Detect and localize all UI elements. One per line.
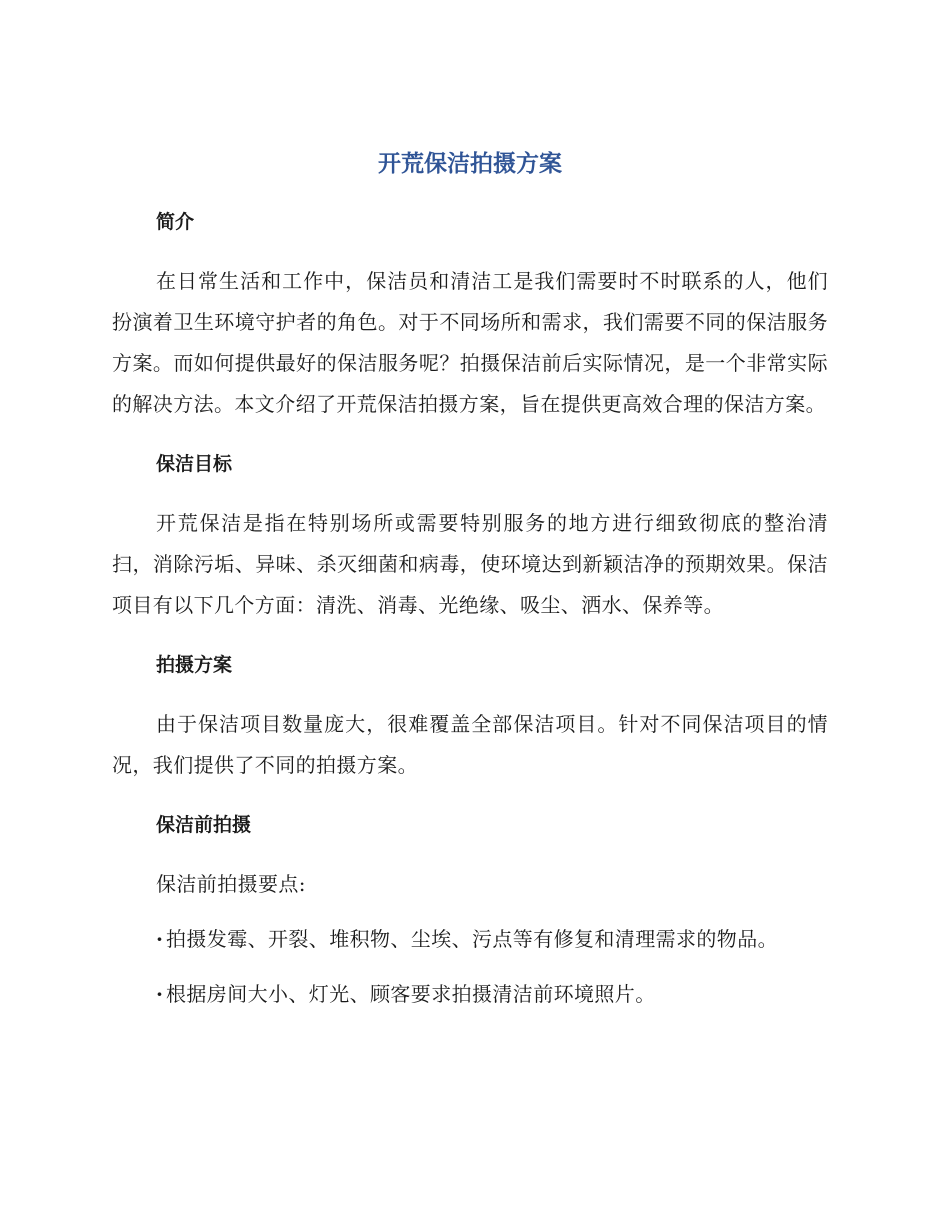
section-heading-before: 保洁前拍摄 [156, 814, 252, 836]
document-page [112, 148, 828, 1015]
bullet-item [112, 974, 828, 1015]
section-heading-goal: 保洁目标 [156, 453, 233, 475]
section-paragraph-plan: 由于保洁项目数量庞大，很难覆盖全部保洁项目。针对不同保洁项目的情况，我们提供了不同的拍摄方案。 [112, 712, 828, 777]
bullet-text: 拍摄发霉、开裂、堆积物、尘埃、污点等有修复和清理需求的物品。 [166, 927, 778, 951]
section-heading-plan: 拍摄方案 [156, 654, 233, 676]
bullet-symbol: · [156, 982, 164, 1006]
bullet-symbol: · [156, 927, 164, 951]
section-paragraph-intro: 在日常生活和工作中，保洁员和清洁工是我们需要时不时联系的人，他们扮演着卫生环境守护者的角色。对于不同场所和需求，我们需要不同的保洁服务方案。而如何提供最好的保洁服务呢？拍摄保洁前后实际情况，是一个非常实际的解决方法。本文介绍了开荒保洁拍摄方案，旨在提供更高效合理的保洁方案。 [112, 269, 828, 416]
bullet-item [112, 919, 828, 960]
section-heading-intro: 简介 [156, 211, 195, 233]
section-intro-before: 保洁前拍摄要点: [156, 872, 306, 896]
document-title: 开荒保洁拍摄方案 [378, 151, 562, 177]
section-paragraph-goal: 开荒保洁是指在特别场所或需要特别服务的地方进行细致彻底的整治清扫，消除污垢、异味、杀灭细菌和病毒，使环境达到新颖洁净的预期效果。保洁项目有以下几个方面：清洗、消毒、光绝缘、吸尘、洒水、保养等。 [112, 511, 828, 617]
bullet-text: 根据房间大小、灯光、顾客要求拍摄清洁前环境照片。 [166, 982, 656, 1006]
